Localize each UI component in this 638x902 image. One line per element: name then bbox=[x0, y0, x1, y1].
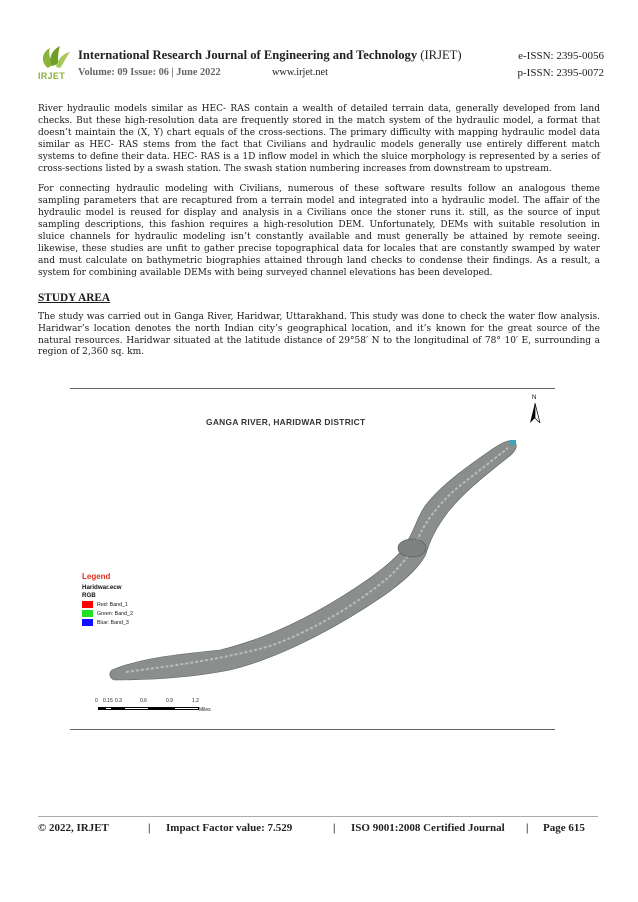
river-map bbox=[70, 388, 555, 730]
scale-segment bbox=[112, 707, 124, 710]
scale-tick: 0 bbox=[95, 698, 98, 704]
scale-segment bbox=[149, 707, 174, 710]
scale-segment bbox=[98, 707, 105, 710]
legend-mode: RGB bbox=[82, 592, 96, 599]
scale-tick: 0.6 bbox=[140, 698, 147, 704]
footer-iso: ISO 9001:2008 Certified Journal bbox=[351, 822, 505, 834]
footer-impact: Impact Factor value: 7.529 bbox=[166, 822, 293, 834]
scale-segment bbox=[105, 707, 112, 710]
footer-separator: | bbox=[526, 822, 529, 834]
legend-title: Legend bbox=[82, 572, 111, 581]
scale-segment bbox=[124, 707, 149, 710]
legend-item-label: Green: Band_2 bbox=[97, 610, 133, 617]
footer-page-number: Page 615 bbox=[543, 822, 585, 834]
scale-tick: 0.3 bbox=[115, 698, 122, 704]
scale-tick: 0.9 bbox=[166, 698, 173, 704]
section-heading: STUDY AREA bbox=[38, 291, 111, 304]
scale-segment bbox=[174, 707, 199, 710]
river-channel bbox=[110, 441, 516, 680]
eissn: e-ISSN: 2395-0056 bbox=[518, 50, 604, 62]
legend-item bbox=[82, 610, 133, 617]
volume-issue: Volume: 09 Issue: 06 | June 2022 bbox=[78, 67, 221, 78]
journal-title-text: International Research Journal of Engineering and Technology bbox=[78, 48, 418, 62]
pissn: p-ISSN: 2395-0072 bbox=[517, 67, 604, 79]
legend-item bbox=[82, 619, 133, 626]
legend-item bbox=[82, 601, 133, 608]
river-loop bbox=[398, 539, 426, 557]
footer-copyright: © 2022, IRJET bbox=[38, 822, 109, 834]
red-swatch bbox=[82, 601, 93, 608]
blue-swatch bbox=[82, 619, 93, 626]
map-legend bbox=[82, 572, 133, 626]
figure-title: GANGA RIVER, HARIDWAR DISTRICT bbox=[206, 417, 366, 427]
footer-separator: | bbox=[148, 822, 151, 834]
scale-tick: 0.15 bbox=[103, 698, 113, 704]
website-link[interactable]: www.irjet.net bbox=[272, 67, 328, 78]
journal-title bbox=[78, 48, 462, 63]
legend-layer: Haridwar.ecw bbox=[82, 584, 122, 591]
scale-tick: 1.2 bbox=[192, 698, 199, 704]
north-arrow-icon bbox=[529, 403, 541, 423]
article-body bbox=[38, 104, 600, 368]
north-label: N bbox=[532, 395, 537, 401]
legend-item-label: Red: Band_1 bbox=[97, 601, 128, 608]
water-patch bbox=[510, 440, 516, 445]
paragraph: For connecting hydraulic modeling with Civilians, numerous of these software results follow an analogous theme sampling parameters that are recaptured from a terrain model and integrated into a hydraulic model. The affair of the hydraulic model is reused for display and analysis in a Civilians once the stoner runs it. still, as the source of input sampling descriptions, this fashion requires a high-resolution DEM. Unfortunately, DEMs with suitable resolution in sluice channels for hydraulic modeling isn’t constantly available and must generally be attained by remote seeing. likewise, these studies are unfit to gather precise topographical data for locales that are constantly swamped by water and must calculate on bathymetric biographies attained through land checks to condense their findings. As a result, a system for combining available DEMs with being surveyed channel elevations has been developed. bbox=[38, 184, 600, 278]
footer-rule bbox=[38, 816, 598, 817]
figure-bottom-rule bbox=[70, 729, 555, 730]
scale-bar bbox=[95, 698, 235, 726]
study-area-map bbox=[70, 388, 555, 730]
scale-ticks bbox=[95, 698, 235, 706]
paragraph: River hydraulic models similar as HEC- RAS contain a wealth of detailed terrain data, generally developed from land checks. But these high-resolution data are frequently stored in the match system of the hydraulic model, a format that doesn’t maintain the (X, Y) chart equals of the cross-sections. The primary difficulty with mapping hydraulic model data similar as HEC- RAS stems from the fact that Civilians and hydraulic models generally use entirely different match systems to define their data. HEC- RAS is a 1D inflow model in which the sluice morphology is represented by a series of cross-sections listed by a swash station. The swash station numbering increases from downstream to upstream. bbox=[38, 104, 600, 174]
legend-item-label: Blue: Band_3 bbox=[97, 619, 129, 626]
green-swatch bbox=[82, 610, 93, 617]
journal-header bbox=[36, 44, 604, 84]
logo-text: IRJET bbox=[38, 71, 66, 81]
journal-abbr: (IRJET) bbox=[420, 48, 462, 62]
study-area-paragraph: The study was carried out in Ganga River, Haridwar, Uttarakhand. This study was done to check the water flow analysis. Haridwar’s location denotes the north Indian city’s geographical location, and it’s known for the great source of the natural resources. Haridwar situated at the latitude distance of 29°58′ N to the longitudinal of 78° 10′ E, surrounding a region of 2,360 sq. km. bbox=[38, 311, 600, 358]
scale-unit: Miles bbox=[199, 707, 211, 713]
scale-segments bbox=[98, 707, 199, 710]
footer-separator: | bbox=[333, 822, 336, 834]
